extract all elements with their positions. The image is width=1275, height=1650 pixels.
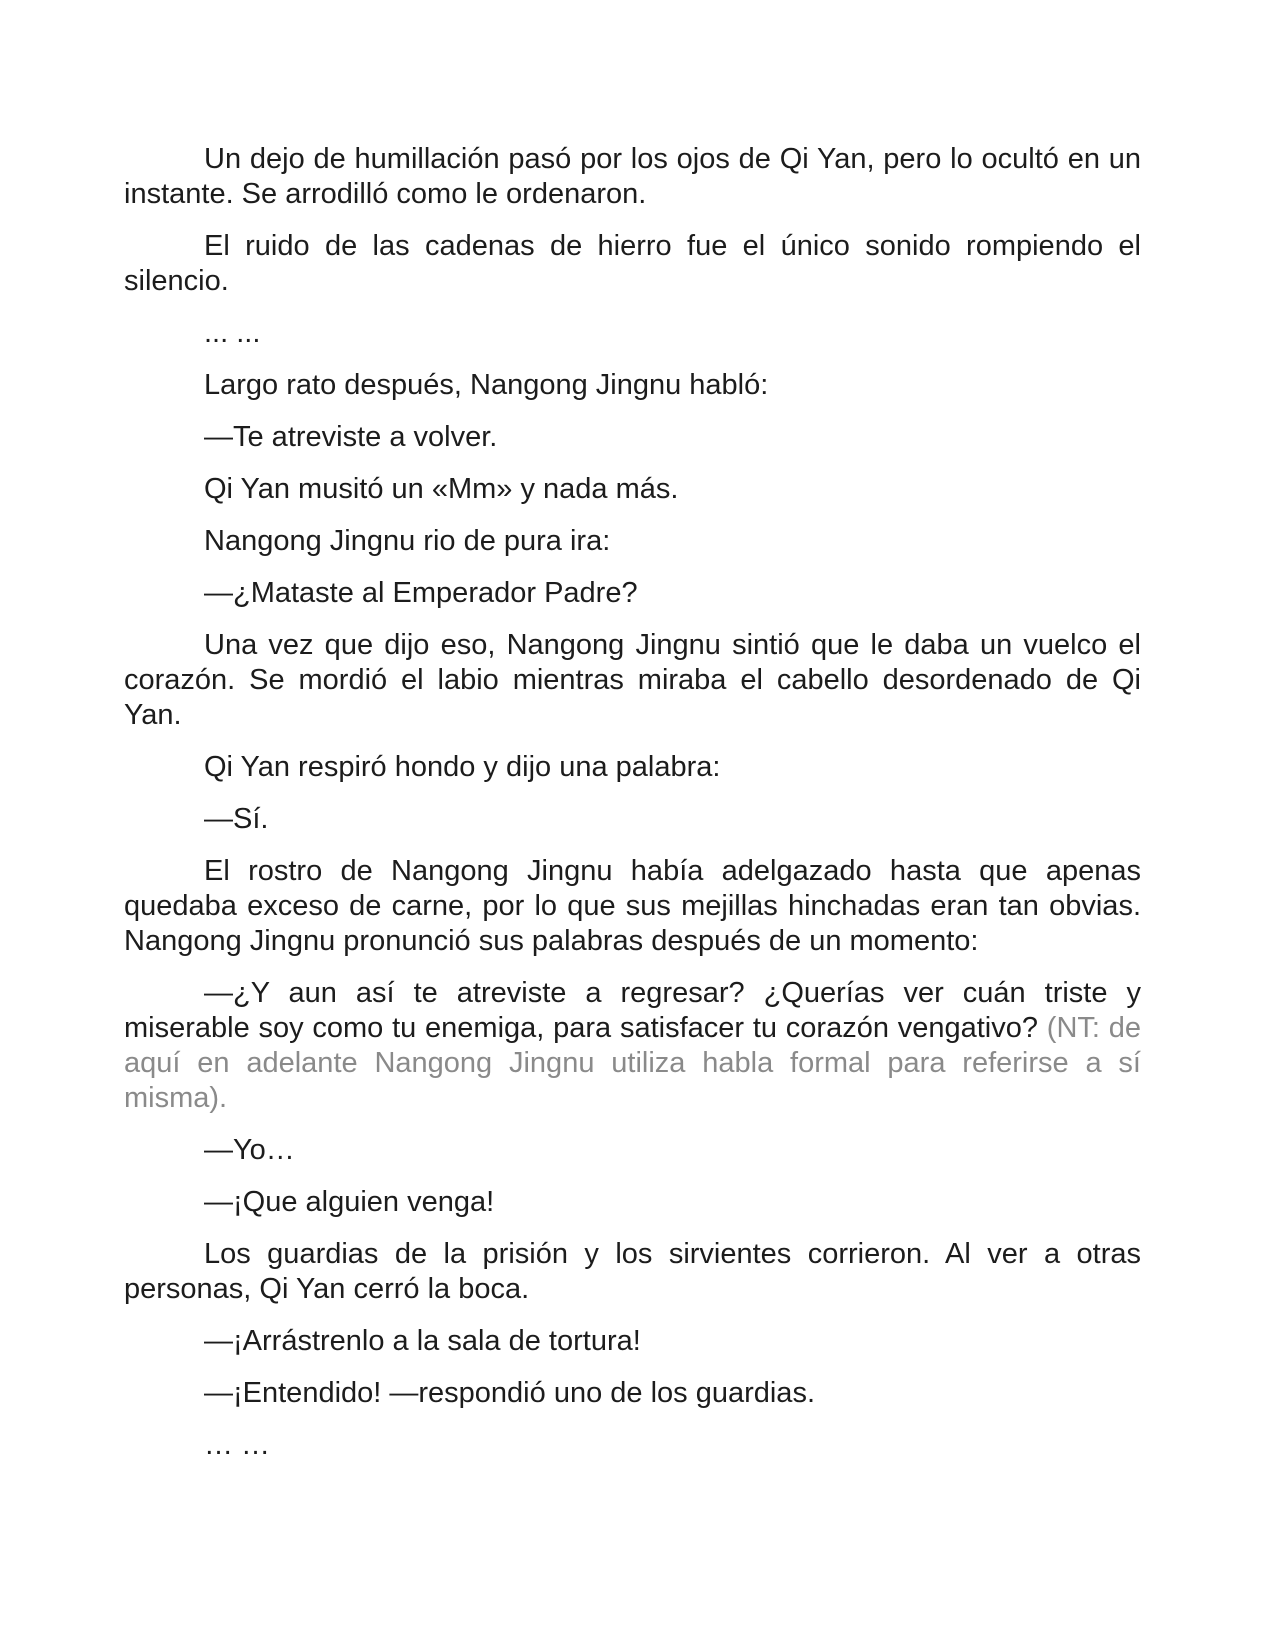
dialogue-line [124,1185,1141,1220]
dialogue-line [124,976,1141,1116]
scene-break [124,1428,1141,1463]
paragraph-text: —¡Que alguien venga! [204,1186,495,1218]
paragraph-text: Qi Yan respiró hondo y dijo una palabra: [204,751,721,783]
paragraph-text: —¡Entendido! —respondió uno de los guardias. [204,1377,815,1409]
paragraph-text: El rostro de Nangong Jingnu había adelgazado hasta que apenas quedaba exceso de carne, por lo que sus mejillas hinchadas eran tan obvias. Nangong Jingnu pronunció sus palabras después de un momento: [124,855,1141,957]
paragraph-text: Qi Yan musitó un «Mm» y nada más. [204,473,679,505]
document-page [124,142,1141,1480]
dialogue-line [124,802,1141,837]
paragraph [124,142,1141,212]
paragraph [124,854,1141,959]
dialogue-line [124,1324,1141,1359]
paragraph-text: … … [204,1429,271,1461]
paragraph-text: Un dejo de humillación pasó por los ojos de Qi Yan, pero lo ocultó en un instante. Se arrodilló como le ordenaron. [124,143,1141,210]
paragraph-text: —¿Y aun así te atreviste a regresar? ¿Querías ver cuán triste y miserable soy como tu enemiga, para satisfacer tu corazón vengativo? [124,977,1141,1044]
paragraph-text: Los guardias de la prisión y los sirvientes corrieron. Al ver a otras personas, Qi Yan cerró la boca. [124,1238,1141,1305]
dialogue-line [124,1133,1141,1168]
paragraph-text: —¿Mataste al Emperador Padre? [204,577,638,609]
dialogue-line [124,420,1141,455]
paragraph-text: Una vez que dijo eso, Nangong Jingnu sintió que le daba un vuelco el corazón. Se mordió el labio mientras miraba el cabello desordenado de Qi Yan. [124,629,1141,731]
paragraph [124,628,1141,733]
paragraph-text: ... ... [204,317,261,349]
paragraph [124,368,1141,403]
paragraph [124,524,1141,559]
paragraph-text: —Sí. [204,803,269,835]
scene-break [124,316,1141,351]
paragraph-text: Nangong Jingnu rio de pura ira: [204,525,611,557]
paragraph [124,1237,1141,1307]
paragraph-text: —¡Arrástrenlo a la sala de tortura! [204,1325,641,1357]
dialogue-line [124,1376,1141,1411]
paragraph-text: El ruido de las cadenas de hierro fue el único sonido rompiendo el silencio. [124,230,1141,297]
paragraph-text: —Te atreviste a volver. [204,421,498,453]
paragraph [124,750,1141,785]
paragraph-text: Largo rato después, Nangong Jingnu habló: [204,369,769,401]
paragraph [124,472,1141,507]
dialogue-line [124,576,1141,611]
paragraph-text: —Yo… [204,1134,295,1166]
translator-note: (NT: de aquí en adelante Nangong Jingnu utiliza habla formal para referirse a sí misma). [124,1012,1141,1114]
paragraph [124,229,1141,299]
